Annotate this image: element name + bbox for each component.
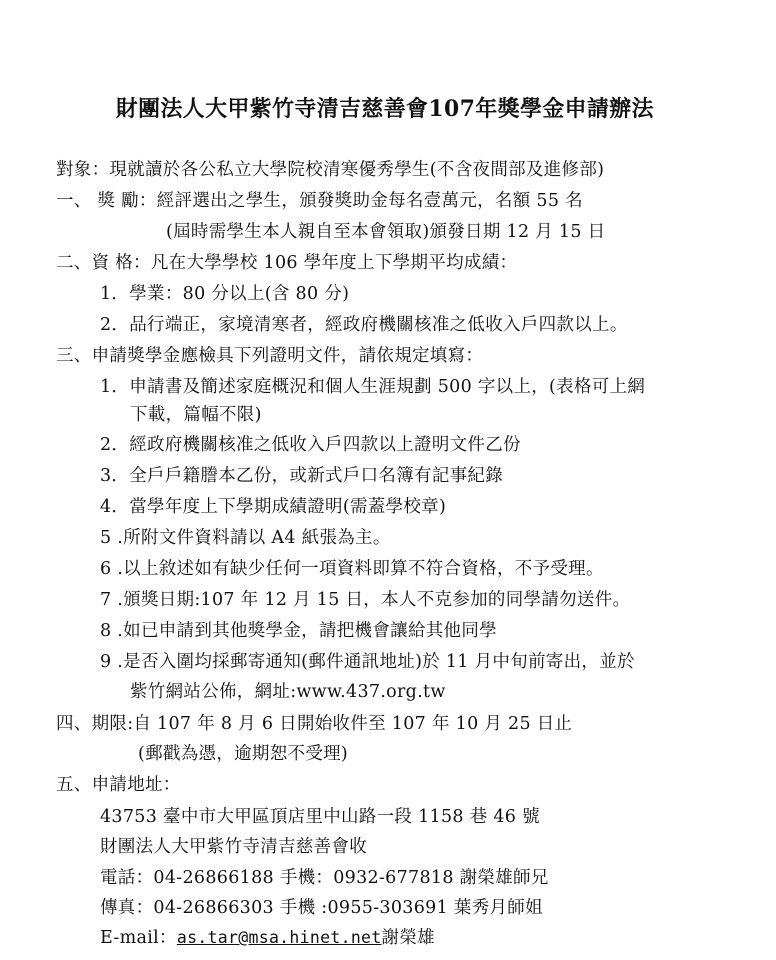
address-heading: 五、申請地址：: [56, 775, 181, 795]
email-contact-name: 謝榮雄: [381, 928, 435, 948]
email-label: E-mail：: [100, 928, 177, 948]
email-line: [100, 926, 435, 950]
documents-heading: 三、申請獎學金應檢具下列證明文件，請依規定填寫：: [56, 346, 484, 366]
document-title: 財團法人大甲紫竹寺清吉慈善會107年獎學金申請辦法: [115, 96, 654, 122]
documents-item-9-cont: 紫竹網站公佈，網址:www.437.org.tw: [130, 682, 446, 702]
documents-item-2: 2．經政府機關核准之低收入戶四款以上證明文件乙份: [100, 435, 521, 455]
address-line: 43753 臺中市大甲區頂店里中山路一段 1158 巷 46 號: [100, 807, 540, 827]
award-line: 一、 獎 勵：經評選出之學生，頒發獎助金每名壹萬元，名額 55 名: [56, 191, 583, 211]
documents-item-1-cont: 下載，篇幅不限): [130, 405, 262, 425]
documents-item-5: 5 .所附文件資料請以 A4 紙張為主。: [100, 528, 391, 548]
qualification-item-1: 1．學業：80 分以上(含 80 分): [100, 284, 350, 304]
qualification-heading: 二、資 格：凡在大學學校 106 學年度上下學期平均成績：: [56, 253, 518, 273]
fax-line: 傳真：04-26866303 手機 :0955-303691 葉秀月師姐: [100, 898, 543, 918]
organization-line: 財團法人大甲紫竹寺清吉慈善會收: [100, 837, 367, 857]
documents-item-8: 8 .如已申請到其他獎學金，請把機會讓給其他同學: [100, 621, 497, 641]
documents-item-4: 4．當學年度上下學期成績證明(需蓋學校章): [100, 497, 447, 517]
documents-item-9: 9 .是否入圍均採郵寄通知(郵件通訊地址)於 11 月中旬前寄出，並於: [100, 652, 635, 672]
deadline-note-line: (郵戳為憑，逾期恕不受理): [138, 744, 349, 764]
target-line: 對象：現就讀於各公私立大學院校清寒優秀學生(不含夜間部及進修部): [56, 160, 605, 180]
award-note-line: (屆時需學生本人親自至本會領取)頒發日期 12 月 15 日: [166, 222, 606, 242]
email-link[interactable]: as.tar@msa.hinet.net: [176, 928, 382, 947]
phone-line: 電話：04-26866188 手機：0932-677818 謝榮雄師兄: [100, 868, 549, 888]
qualification-item-2: 2．品行端正，家境清寒者，經政府機關核准之低收入戶四款以上。: [100, 315, 628, 335]
deadline-line: 四、期限:自 107 年 8 月 6 日開始收件至 107 年 10 月 25 日止: [56, 714, 573, 734]
documents-item-7: 7 .頒獎日期:107 年 12 月 15 日，本人不克参加的同學請勿送件。: [100, 590, 631, 610]
documents-item-3: 3．全戶戶籍謄本乙份，或新式戶口名簿有記事紀錄: [100, 466, 504, 486]
documents-item-1: 1．申請書及簡述家庭概況和個人生涯規劃 500 字以上，(表格可上網: [100, 377, 646, 397]
documents-item-6: 6 .以上敘述如有缺少任何一項資料即算不符合資格，不予受理。: [100, 559, 604, 579]
